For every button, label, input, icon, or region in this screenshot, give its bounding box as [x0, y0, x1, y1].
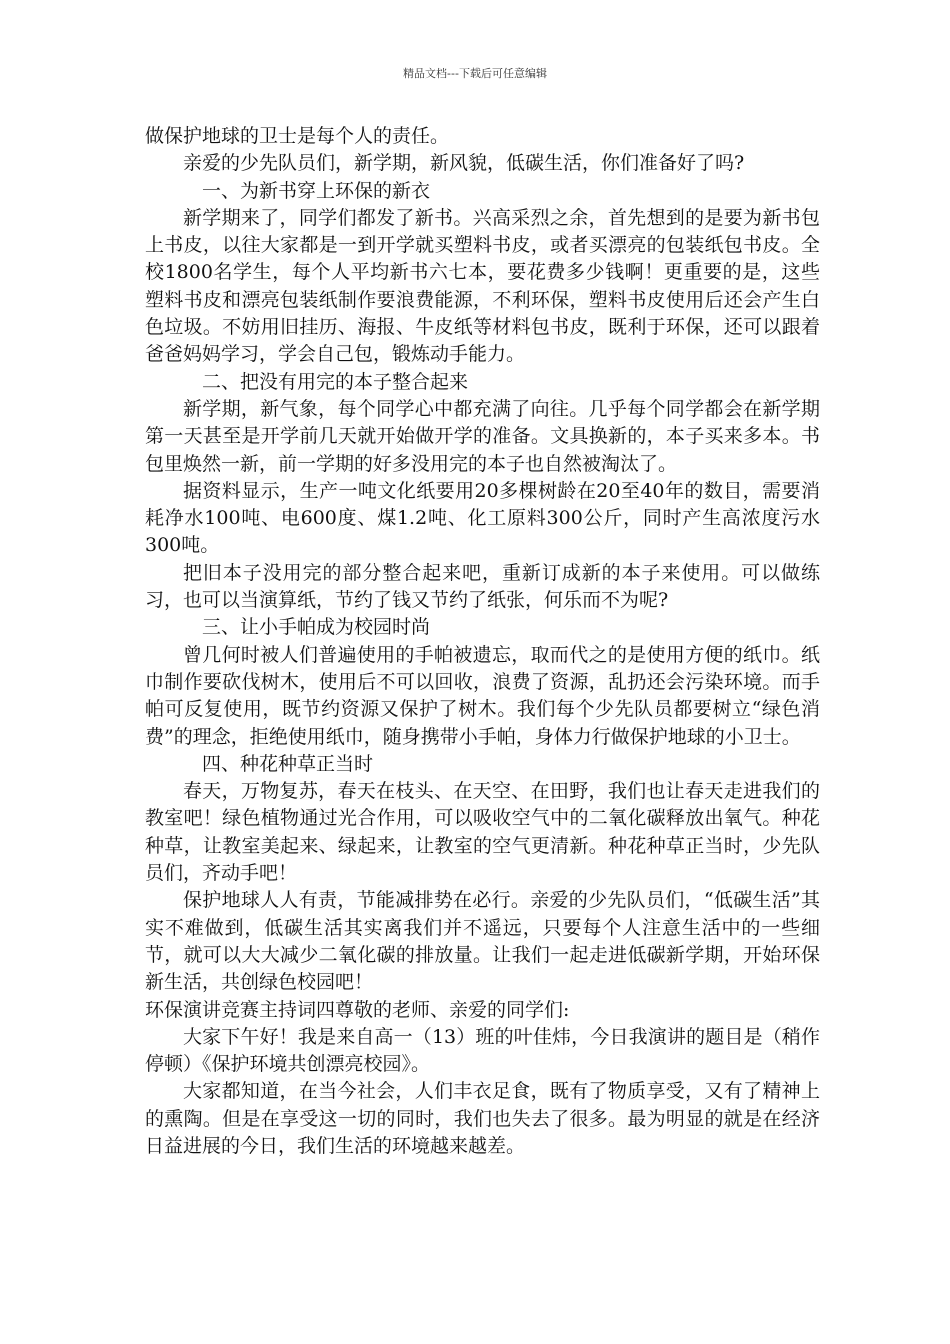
- paragraph: 新学期来了，同学们都发了新书。兴高采烈之余，首先想到的是要为新书包上书皮，以往大家都是一到开学就买塑料书皮，或者买漂亮的包装纸包书皮。全校1800名学生，每个人平均新书六七本，要花费多少钱啊！更重要的是，这些塑料书皮和漂亮包装纸制作要浪费能源，不利环保，塑料书皮使用后还会产生白色垃圾。不妨用旧挂历、海报、牛皮纸等材料包书皮，既利于环保，还可以跟着爸爸妈妈学习，学会自己包，锻炼动手能力。: [145, 206, 820, 366]
- paragraph: 保护地球人人有责，节能减排势在必行。亲爱的少先队员们，“低碳生活”其实不难做到，低碳生活其实离我们并不遥远，只要每个人注意生活中的一些细节，就可以大大减少二氧化碳的排放量。让我们一起走进低碳新学期，开始环保新生活，共创绿色校园吧！: [145, 889, 820, 994]
- paragraph: 大家下午好！我是来自高一（13）班的叶佳炜，今日我演讲的题目是（稍作停顿）《保护环境共创漂亮校园》。: [145, 1025, 820, 1076]
- section-heading: 二、把没有用完的本子整合起来: [202, 370, 469, 393]
- paragraph: 亲爱的少先队员们，新学期，新风貌，低碳生活，你们准备好了吗?: [183, 152, 745, 175]
- section-heading: 三、让小手帕成为校园时尚: [202, 616, 431, 639]
- paragraph: 做保护地球的卫士是每个人的责任。: [145, 125, 450, 147]
- paragraph: 曾几何时被人们普遍使用的手帕被遗忘，取而代之的是使用方便的纸巾。纸巾制作要砍伐树木，使用后不可以回收，浪费了资源，乱扔还会污染环境。而手帕可反复使用，既节约资源又保护了树木。我们每个少先队员都要树立“绿色消费”的理念，拒绝使用纸巾，随身携带小手帕，身体力行做保护地球的小卫士。: [145, 643, 820, 748]
- document-body: [145, 123, 820, 1160]
- section-heading: 四、种花种草正当时: [202, 752, 374, 775]
- paragraph: 春天，万物复苏，春天在枝头、在天空、在田野，我们也让春天走进我们的教室吧！绿色植物通过光合作用，可以吸收空气中的二氧化碳释放出氧气。种花种草，让教室美起来、绿起来，让教室的空气更清新。种花种草正当时，少先队员们，齐动手吧！: [145, 780, 820, 885]
- paragraph: 新学期，新气象，每个同学心中都充满了向往。几乎每个同学都会在新学期第一天甚至是开学前几天就开始做开学的准备。文具换新的，本子买来多本。书包里焕然一新，前一学期的好多没用完的本子也自然被淘汰了。: [145, 397, 820, 475]
- paragraph: 据资料显示，生产一吨文化纸要用20多棵树龄在20至40年的数目，需要消耗净水100吨、电600度、煤1.2吨、化工原料300公斤，同时产生高浓度污水300吨。: [145, 479, 820, 557]
- paragraph: 把旧本子没用完的部分整合起来吧，重新订成新的本子来使用。可以做练习，也可以当演算纸，节约了钱又节约了纸张，何乐而不为呢?: [145, 561, 820, 612]
- section-heading: 一、为新书穿上环保的新衣: [202, 179, 431, 202]
- page-header: 精品文档---下载后可任意编辑: [403, 67, 547, 80]
- paragraph: 环保演讲竞赛主持词四尊敬的老师、亲爱的同学们:: [145, 998, 570, 1021]
- paragraph: 大家都知道，在当今社会，人们丰衣足食，既有了物质享受，又有了精神上的熏陶。但是在享受这一切的同时，我们也失去了很多。最为明显的就是在经济日益进展的今日，我们生活的环境越来越差。: [145, 1080, 820, 1157]
